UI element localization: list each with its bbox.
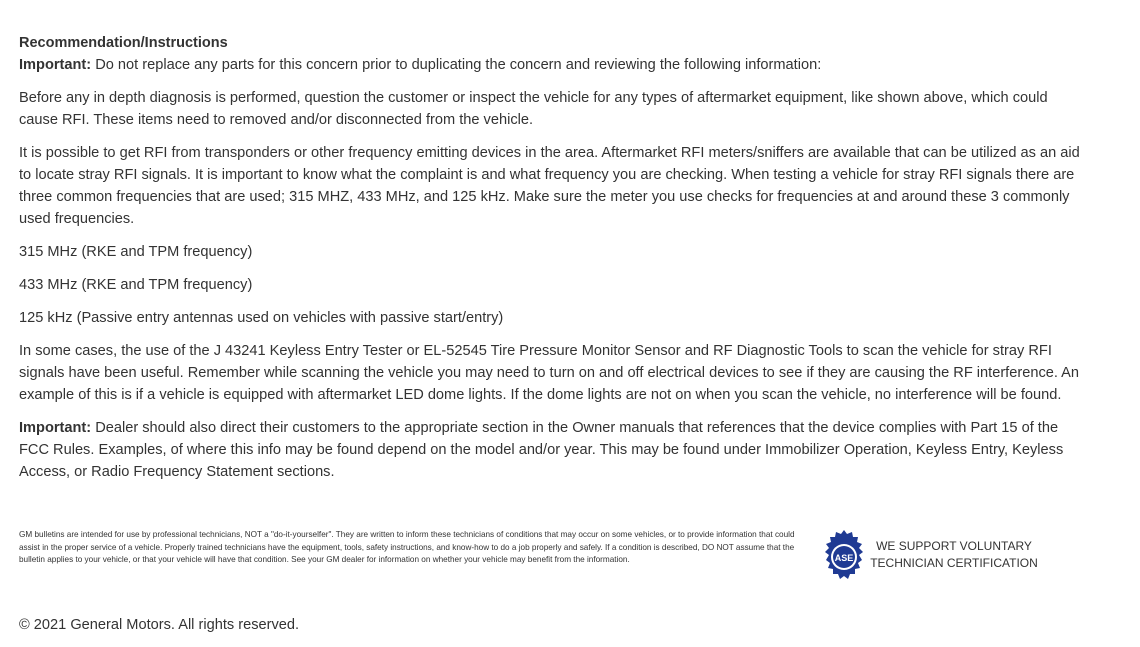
ase-logo-icon bbox=[825, 529, 863, 585]
paragraph-rfi-sources: It is possible to get RFI from transponders or other frequency emitting devices in the area. Aftermarket RFI meters/sniffers are available that can be utilized as an aid to locate stray RFI signals. It is important to know what the complaint is and what frequency you are checking. When testing a vehicle for stray RFI signals there are three common frequencies that are used; 315 MHZ, 433 MHz, and 125 kHz. Make sure the meter you use checks for frequencies at and around these 3 commonly used frequencies. bbox=[19, 145, 1080, 227]
important-note-1 bbox=[19, 54, 1089, 76]
bulletin-footer bbox=[19, 529, 1079, 589]
frequency-433: 433 MHz (RKE and TPM frequency) bbox=[19, 277, 253, 293]
frequency-315: 315 MHz (RKE and TPM frequency) bbox=[19, 244, 253, 260]
frequency-125: 125 kHz (Passive entry antennas used on vehicles with passive start/entry) bbox=[19, 310, 504, 326]
ase-line-1: WE SUPPORT VOLUNTARY bbox=[876, 539, 1032, 553]
ase-certification-block bbox=[825, 529, 1065, 585]
important-note-2 bbox=[19, 417, 1089, 483]
gm-disclaimer: GM bulletins are intended for use by professional technicians, NOT a "do-it-yourselfer". They are written to inform these technicians of conditions that may occur on some vehicles, or to provide information that could assist in the proper service of a vehicle. Properly trained technicians have the equipment, tools, safety instructions, and know-how to do a job properly and safely. If a condition is described, DO NOT assume that the bulletin applies to your vehicle, or that your vehicle will have that condition. See your GM dealer for information on whether your vehicle may benefit from the information. bbox=[19, 530, 795, 564]
important-text: Do not replace any parts for this concern prior to duplicating the concern and reviewing the following information: bbox=[91, 57, 822, 73]
paragraph-aftermarket: Before any in depth diagnosis is performed, question the customer or inspect the vehicle for any types of aftermarket equipment, like shown above, which could cause RFI. These items need to removed and/or disconnected from the vehicle. bbox=[19, 90, 1048, 128]
important-label: Important: bbox=[19, 420, 92, 436]
copyright: © 2021 General Motors. All rights reserved. bbox=[19, 617, 300, 633]
paragraph-scan-tools: In some cases, the use of the J 43241 Keyless Entry Tester or EL-52545 Tire Pressure Monitor Sensor and RF Diagnostic Tools to scan the vehicle for stray RFI signals have been useful. Remember while scanning the vehicle you may need to turn on and off electrical devices to see if they are causing the RF interference. An example of this is if a vehicle is equipped with aftermarket LED dome lights. If the dome lights are not on when you scan the vehicle, no interference will be found. bbox=[19, 343, 1080, 403]
ase-line-2: TECHNICIAN CERTIFICATION bbox=[870, 556, 1038, 570]
ase-text bbox=[869, 538, 1039, 572]
bulletin-content bbox=[19, 32, 1089, 483]
important-label: Important: bbox=[19, 57, 92, 73]
section-heading: Recommendation/Instructions bbox=[19, 35, 228, 51]
important-text: Dealer should also direct their customers to the appropriate section in the Owner manuals that references that the device complies with Part 15 of the FCC Rules. Examples, of where this info may be found depend on the model and/or year. This may be found under Immobilizer Operation, Keyless Entry, Keyless Access, or Radio Frequency Statement sections. bbox=[19, 420, 1064, 480]
ase-logo-text: ASE bbox=[834, 553, 854, 563]
